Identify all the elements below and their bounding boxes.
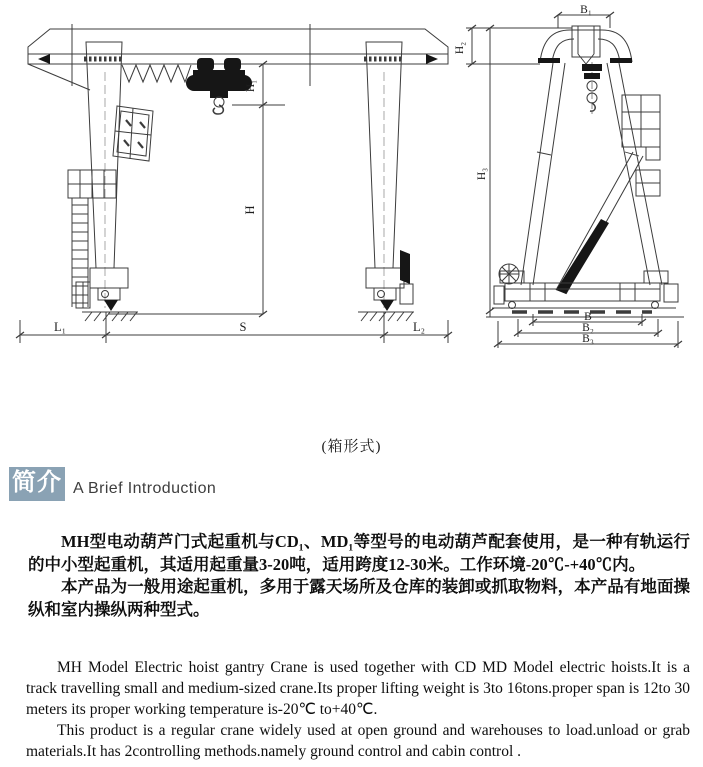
- dim-label-l1: L₁: [54, 320, 66, 334]
- intro-badge: 简介: [9, 467, 65, 501]
- crane-drawings: [0, 2, 703, 362]
- end-carriage: [494, 264, 678, 309]
- left-wheel-assembly: [76, 268, 128, 311]
- chinese-paragraph-2: 本产品为一般用途起重机，多用于露天场所及仓库的装卸或抓取物料，本产品有地面操纵和室内操纵两种型式。: [28, 577, 690, 619]
- ground-hatch: [82, 312, 414, 321]
- english-description: [26, 657, 690, 762]
- english-paragraph-2: This product is a regular crane widely used at open ground and warehouses to load.unload or grab materials.It has 2controlling methods.namely ground control and cabin control .: [26, 722, 690, 760]
- hoist-trolley: [186, 58, 252, 114]
- dim-label-h1: H₁: [245, 79, 257, 93]
- right-wheel-assembly: [366, 250, 413, 311]
- dim-label-h: H: [243, 205, 257, 215]
- english-paragraph-1: MH Model Electric hoist gantry Crane is used together with CD MD Model electric hoists.It is a track travelling small and medium-sized crane.Its proper lifting weight is 3to 16tons.proper span is 12to 30 meters its proper working temperature is-20℃ to+40℃.: [26, 659, 690, 718]
- girder-gusset: [28, 64, 90, 90]
- dim-label-b3: B₃: [582, 333, 594, 345]
- dim-label-s: S: [239, 320, 247, 334]
- festoon-cable: [122, 65, 191, 82]
- inclined-ladder: [556, 152, 643, 294]
- dim-label-l2: L₂: [413, 320, 425, 334]
- ladder: [72, 198, 88, 307]
- dim-label-h3: H₃: [476, 167, 488, 181]
- dim-label-b: B: [584, 311, 592, 323]
- intro-header: [9, 467, 216, 501]
- dim-label-b1: B₁: [580, 4, 592, 16]
- drawing-caption: (箱形式): [321, 439, 382, 455]
- side-view-drawing: [466, 12, 684, 348]
- chinese-description: [28, 531, 690, 621]
- side-hoist: [582, 62, 602, 114]
- dim-label-b2: B₂: [582, 322, 594, 334]
- intro-title: A Brief Introduction: [73, 480, 217, 497]
- dim-label-h2: H₂: [454, 41, 466, 55]
- apex: [538, 26, 632, 64]
- travel-arrow-right: [426, 54, 438, 64]
- left-leg: [86, 42, 122, 268]
- travel-arrow-left: [38, 54, 50, 64]
- chinese-paragraph-1: MH型电动葫芦门式起重机与CD₁、MD₁等型号的电动葫芦配套使用，是一种有轨运行的中小型起重机，其适用起重量3-20吨，适用跨度12-30米。工作环境-20℃-+40℃内。: [28, 532, 690, 574]
- front-view-drawing: [16, 24, 452, 343]
